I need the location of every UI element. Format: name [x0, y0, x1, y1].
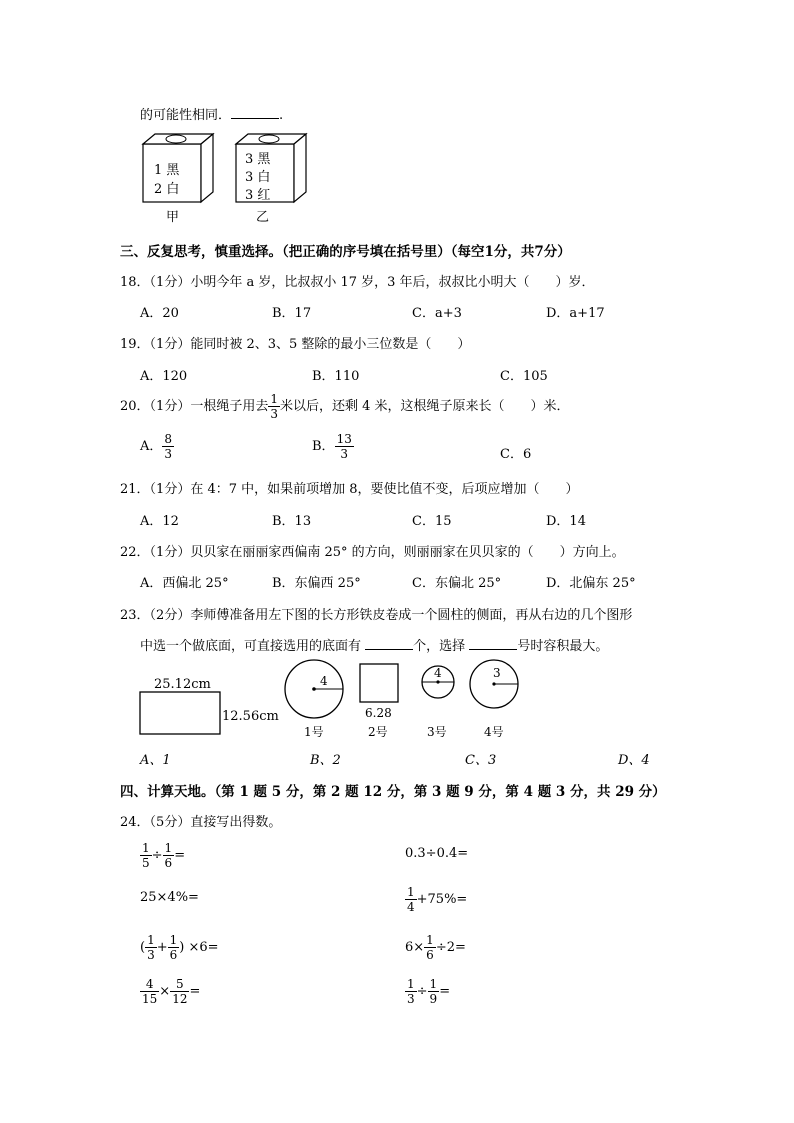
q20-fraction — [268, 393, 280, 420]
expr-7-op: × — [159, 984, 171, 999]
q18-option-b[interactable]: B．17 — [272, 306, 312, 321]
q21-option-a[interactable]: A．12 — [140, 514, 179, 529]
expr-6-n1: 1 — [426, 933, 434, 947]
q23-stem-line2 — [140, 635, 608, 654]
q21-option-b[interactable]: B．13 — [272, 514, 312, 529]
box-yi-line2: 3 白 — [245, 170, 271, 185]
expr-7-eq: = — [189, 984, 201, 999]
figure-1-circle[interactable] — [285, 660, 343, 739]
q23-answer-blank-1[interactable] — [365, 637, 413, 650]
box-yi-label: 乙 — [256, 210, 270, 225]
q20-stem-part1: 20．（1分）一根绳子用去 — [120, 399, 269, 414]
expr-5-d1: 3 — [147, 948, 155, 962]
expr-5-n1: 1 — [147, 933, 155, 947]
expr-5-op: + — [156, 940, 168, 955]
expr-8 — [405, 978, 450, 1005]
q20-stem-part2: 米以后，还剩 4 米，这根绳子原来长（ ）米． — [279, 399, 570, 414]
q23-stem-line1: 23．（2分）李师傅准备用左下图的长方形铁皮卷成一个圆柱的侧面，再从右边的几个图形 — [120, 608, 633, 623]
section-4-title: 四、计算天地。（第 1 题 5 分，第 2 题 12 分，第 3 题 9 分，第 4 题 3 分，共 29 分） — [120, 784, 666, 800]
box-yi — [236, 134, 306, 225]
expr-8-eq: = — [439, 984, 451, 999]
expr-8-d2: 9 — [429, 992, 438, 1006]
q20-option-a-label: A． — [140, 439, 163, 454]
q20-option-a-num: 8 — [164, 432, 173, 446]
section-3-title: 三、反复思考，慎重选择。（把正确的序号填在括号里）（每空1分，共7分） — [120, 244, 571, 260]
fig2-value: 6.28 — [365, 706, 392, 720]
fig1-value: 4 — [320, 674, 328, 688]
rectangle-sheet — [140, 677, 279, 734]
q23-option-d[interactable]: D、4 — [618, 753, 650, 768]
q20-option-c[interactable]: C．6 — [500, 447, 532, 462]
figure-4-circle[interactable] — [470, 660, 518, 739]
expr-5 — [140, 934, 219, 961]
q21-option-c[interactable]: C．15 — [412, 514, 452, 529]
fig4-value: 3 — [493, 666, 501, 680]
q22-stem: 22．（1分）贝贝家在丽丽家西偏南 25° 的方向，则丽丽家在贝贝家的（ ）方向上。 — [120, 545, 625, 560]
expr-6 — [405, 934, 466, 961]
q20-frac-den: 3 — [270, 407, 278, 421]
fig4-label: 4号 — [484, 725, 504, 739]
rect-height-label: 12.56cm — [222, 709, 279, 724]
expr-5-d2: 6 — [169, 948, 178, 962]
q23-figures — [130, 656, 530, 742]
q20-frac-num: 1 — [270, 392, 278, 406]
fig1-label: 1号 — [304, 725, 324, 739]
q23-answer-blank-2[interactable] — [469, 637, 517, 650]
expr-5-rest: ) ×6= — [179, 940, 219, 955]
box-jia-line2: 2 白 — [154, 182, 180, 197]
intro-period: . — [279, 108, 284, 123]
q23-stem-part1: 中选一个做底面，可直接选用的底面有 — [140, 639, 362, 654]
expr-8-n1: 1 — [407, 977, 415, 991]
q23-option-a[interactable]: A、1 — [140, 753, 171, 768]
fig2-label: 2号 — [368, 725, 388, 739]
probability-boxes-figure — [138, 132, 318, 226]
q21-stem: 21．（1分）在 4：7 中，如果前项增加 8，要使比值不变，后项应增加（ ） — [120, 482, 579, 497]
q18-option-a[interactable]: A．20 — [140, 306, 179, 321]
q20-option-b-num: 13 — [336, 432, 352, 446]
box-yi-line1: 3 黑 — [245, 152, 271, 167]
fig3-value: 4 — [434, 666, 442, 680]
expr-7-n1: 4 — [140, 978, 159, 992]
q19-stem: 19．（1分）能同时被 2、3、5 整除的最小三位数是（ ） — [120, 337, 471, 352]
expr-4-rest: +75%= — [416, 892, 468, 907]
q18-stem: 18．（1分）小明今年 a 岁，比叔叔小 17 岁，3 年后，叔叔比小明大（ ）岁． — [120, 275, 595, 290]
expr-5-lparen: ( — [140, 940, 146, 955]
q23-option-b[interactable]: B、2 — [310, 753, 341, 768]
q20-option-b-fraction — [335, 433, 354, 460]
expr-4-d1: 4 — [407, 900, 415, 914]
answer-blank[interactable] — [231, 106, 279, 119]
q19-option-a[interactable]: A．120 — [140, 369, 188, 384]
box-jia — [143, 134, 213, 225]
q21-option-d[interactable]: D．14 — [546, 514, 586, 529]
q22-option-d[interactable]: D．北偏东 25° — [546, 576, 636, 591]
box-jia-line1: 1 黑 — [154, 163, 180, 178]
expr-8-n2: 1 — [429, 977, 438, 991]
expr-1-eq: = — [174, 848, 186, 863]
intro-text: 的可能性相同． — [140, 108, 232, 123]
figure-2-square[interactable] — [360, 664, 398, 739]
expr-1-n2: 1 — [164, 841, 173, 855]
q20-option-a-fraction — [162, 433, 174, 460]
q19-option-b[interactable]: B．110 — [312, 369, 360, 384]
q20-stem — [120, 393, 570, 420]
expr-8-op: ÷ — [416, 984, 428, 999]
expr-6-d1: 6 — [426, 948, 434, 962]
intro-line — [140, 104, 283, 123]
expr-4-n1: 1 — [407, 885, 415, 899]
q20-option-b[interactable] — [312, 433, 354, 460]
expr-6-rest: ÷2= — [435, 940, 466, 955]
expr-8-d1: 3 — [407, 992, 415, 1006]
q18-option-d[interactable]: D．a+17 — [546, 306, 605, 321]
q23-option-c[interactable]: C、3 — [465, 753, 497, 768]
expr-7 — [140, 978, 200, 1005]
q20-option-a[interactable] — [140, 433, 174, 460]
q18-option-c[interactable]: C．a+3 — [412, 306, 462, 321]
expr-5-n2: 1 — [169, 933, 178, 947]
expr-4 — [405, 886, 467, 913]
expr-6-pre: 6× — [405, 940, 425, 955]
figure-3-circle[interactable] — [422, 666, 454, 739]
q20-option-b-label: B． — [312, 439, 335, 454]
expr-3: 25×4%= — [140, 890, 199, 905]
q20-option-b-den: 3 — [340, 447, 349, 461]
expr-7-d2: 12 — [172, 992, 188, 1006]
q22-option-b[interactable]: B．东偏西 25° — [272, 576, 361, 591]
expr-1-n1: 1 — [142, 841, 150, 855]
fig3-label: 3号 — [427, 725, 447, 739]
q20-option-a-den: 3 — [164, 447, 173, 461]
expr-2: 0.3÷0.4= — [405, 846, 469, 861]
q24-stem: 24．（5分）直接写出得数。 — [120, 815, 282, 830]
q22-option-c[interactable]: C．东偏北 25° — [412, 576, 502, 591]
expr-1-op: ÷ — [151, 848, 163, 863]
box-jia-label: 甲 — [166, 210, 180, 225]
expr-1-d2: 6 — [164, 856, 173, 870]
rect-width-label: 25.12cm — [154, 677, 211, 692]
expr-1 — [140, 842, 185, 869]
q22-option-a[interactable]: A．西偏北 25° — [140, 576, 229, 591]
expr-1-d1: 5 — [142, 856, 150, 870]
q23-stem-part2: 个，选择 — [413, 639, 466, 654]
box-yi-line3: 3 红 — [245, 188, 271, 203]
expr-7-n2: 5 — [170, 978, 189, 992]
expr-7-d1: 15 — [142, 992, 158, 1006]
q19-option-c[interactable]: C．105 — [500, 369, 548, 384]
q23-stem-part3: 号时容积最大。 — [517, 639, 609, 654]
